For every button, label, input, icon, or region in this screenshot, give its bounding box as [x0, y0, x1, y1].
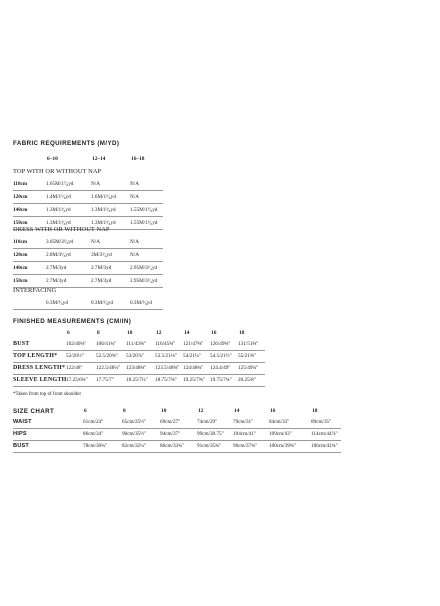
fabric-group-title: TOP WITH OR WITHOUT NAP — [13, 168, 102, 175]
finished-measure-cell: 18.25/7¼" — [126, 377, 148, 383]
row-divider — [13, 190, 163, 191]
fabric-width-label: 150cm — [13, 220, 28, 226]
finished-measure-cell: 106/41¾" — [96, 341, 117, 347]
size-chart-cell: 86cm/34" — [83, 431, 104, 437]
size-chart-cell: 94cm/37" — [160, 431, 181, 437]
finished-measure-cell: 52/20½" — [66, 353, 84, 359]
fabric-amount-cell: 1.3M/1³⁄₈yd — [91, 207, 116, 213]
fabric-width-label: 150cm — [13, 278, 28, 284]
row-divider — [13, 216, 163, 217]
finished-size-header: 8 — [97, 330, 100, 336]
size-chart-cell: 79cm/31" — [233, 419, 254, 425]
finished-measurements-title: FINISHED MEASUREMENTS (CM/IN) — [13, 318, 132, 325]
size-chart-size-header: 8 — [123, 408, 126, 414]
size-chart-cell: 90cm/35½" — [122, 431, 147, 437]
fabric-amount-cell: 2.7M/3yd — [91, 265, 112, 271]
size-chart-measure-label: HIPS — [13, 431, 27, 437]
row-divider — [13, 274, 163, 275]
finished-measure-cell: 54/21¼" — [183, 353, 201, 359]
fabric-amount-cell: 0.3M/³⁄₈yd — [46, 300, 68, 306]
finished-measure-cell: 17.25/6¾" — [66, 377, 88, 383]
fabric-amount-cell: 3M/3¹⁄₄yd — [91, 252, 112, 258]
fabric-amount-cell: 0.3M/³⁄₈yd — [130, 300, 152, 306]
finished-measure-cell: 125/49¼" — [238, 365, 259, 371]
fabric-width-label: 120cm — [13, 252, 28, 258]
finished-measure-cell: 19.75/7¾" — [210, 377, 232, 383]
fabric-requirements-title: FABRIC REQUIREMENTS (M/YD) — [13, 140, 120, 147]
row-divider — [13, 248, 163, 249]
size-chart-cell: 78cm/30¾" — [83, 443, 108, 449]
fabric-amount-cell: N/A — [91, 181, 100, 187]
size-chart-cell: 96cm/37¾" — [233, 443, 258, 449]
fabric-col-header: 12–14 — [92, 156, 106, 162]
row-divider — [13, 428, 341, 429]
size-chart-cell: 84cm/33" — [269, 419, 290, 425]
fabric-amount-cell: 1.3M/1³⁄₈yd — [46, 220, 71, 226]
size-chart-cell: 100cm/39⅜" — [269, 443, 296, 449]
fabric-amount-cell: N/A — [130, 194, 139, 200]
finished-measure-cell: 122.5/48¼" — [96, 365, 121, 371]
finished-size-header: 16 — [211, 330, 217, 336]
finished-measure-cell: 52.5/20⅝" — [96, 353, 118, 359]
finished-measure-label: TOP LENGTH* — [13, 353, 58, 359]
row-divider — [13, 440, 341, 441]
fabric-amount-cell: 1.3M/1³⁄₈yd — [91, 220, 116, 226]
size-chart-size-header: 18 — [312, 408, 318, 414]
size-chart-size-header: 6 — [84, 408, 87, 414]
finished-size-header: 6 — [67, 330, 70, 336]
size-chart-size-header: 16 — [270, 408, 276, 414]
row-divider — [13, 309, 163, 310]
fabric-amount-cell: 2.95M/3¹⁄₄yd — [130, 278, 158, 284]
fabric-width-label: 140cm — [13, 207, 28, 213]
finished-measure-cell: 53.5/21⅛" — [155, 353, 177, 359]
finished-measure-cell: 131/51⅝" — [238, 341, 259, 347]
fabric-group-title: INTERFACING — [13, 287, 57, 294]
size-chart-cell: 69cm/27" — [160, 419, 181, 425]
finished-size-header: 14 — [184, 330, 190, 336]
fabric-amount-cell: 2.7M/3yd — [46, 265, 67, 271]
finished-measure-cell: 20.25/8" — [238, 377, 256, 383]
size-chart-cell: 65cm/25½" — [122, 419, 147, 425]
row-divider — [13, 386, 265, 387]
size-chart-cell: 109cm/43" — [269, 431, 292, 437]
size-chart-title: SIZE CHART — [13, 408, 55, 415]
fabric-col-header: 6–10 — [47, 156, 58, 162]
fabric-amount-cell: 2.7M/3yd — [91, 278, 112, 284]
finished-measure-cell: 123.5/48⅝" — [155, 365, 180, 371]
size-chart-size-header: 10 — [161, 408, 167, 414]
size-chart-measure-label: WAIST — [13, 419, 32, 425]
size-chart-cell: 61cm/24" — [83, 419, 104, 425]
finished-measure-cell: 126/49⅝" — [210, 341, 231, 347]
finished-size-header: 10 — [127, 330, 133, 336]
fabric-width-label: 120cm — [13, 194, 28, 200]
row-divider — [13, 203, 163, 204]
finished-measurements-note: *Taken from top of front shoulder — [13, 392, 82, 397]
finished-size-header: 12 — [156, 330, 162, 336]
size-chart-cell: 89cm/35" — [311, 419, 332, 425]
size-chart-size-header: 12 — [198, 408, 204, 414]
finished-measure-cell: 122/48" — [66, 365, 83, 371]
size-chart-cell: 114cm/44⅞" — [311, 431, 338, 437]
finished-measure-cell: 53/20⅞" — [126, 353, 144, 359]
size-chart-cell: 74cm/29" — [197, 419, 218, 425]
size-chart-cell: 99cm/38.75" — [197, 431, 224, 437]
fabric-amount-cell: N/A — [130, 252, 139, 258]
fabric-width-label: 110cm — [13, 239, 28, 245]
finished-measure-label: SLEEVE LENGTH — [13, 377, 67, 383]
finished-measure-cell: 121/47⅝" — [183, 341, 204, 347]
finished-measure-cell: 123/48⅜" — [126, 365, 147, 371]
fabric-amount-cell: 1.55M/1⁵⁄₈yd — [130, 220, 158, 226]
fabric-width-label: 140cm — [13, 265, 28, 271]
finished-measure-cell: 124.4/49" — [210, 365, 231, 371]
fabric-group-title: DRESS WITH OR WITHOUT NAP — [13, 226, 110, 233]
row-divider — [13, 452, 341, 453]
fabric-amount-cell: 1.55M/1⁵⁄₈yd — [130, 207, 158, 213]
finished-measure-cell: 124/48¾" — [183, 365, 204, 371]
size-chart-cell: 104cm/41" — [233, 431, 256, 437]
fabric-amount-cell: 2.7M/3yd — [46, 278, 67, 284]
fabric-amount-cell: N/A — [130, 181, 139, 187]
fabric-col-header: 16–18 — [131, 156, 145, 162]
finished-measure-cell: 116/45⅝" — [155, 341, 176, 347]
fabric-width-label: 110cm — [13, 181, 28, 187]
size-chart-cell: 91cm/35¾" — [197, 443, 222, 449]
size-chart-cell: 86cm/33¾" — [160, 443, 185, 449]
finished-measure-cell: 19.25/7⅝" — [183, 377, 205, 383]
finished-measure-cell: 55/21⅝" — [238, 353, 256, 359]
row-divider — [13, 374, 265, 375]
finished-measure-label: DRESS LENGTH* — [13, 365, 66, 371]
fabric-amount-cell: 2.8M/3¹⁄₈yd — [46, 252, 71, 258]
fabric-amount-cell: 3.05M/3³⁄₈yd — [46, 239, 74, 245]
size-chart-measure-label: BUST — [13, 443, 30, 449]
size-chart-size-header: 14 — [234, 408, 240, 414]
fabric-amount-cell: 1.4M/1⁵⁄₈yd — [46, 194, 71, 200]
finished-measure-cell: 54.5/21½" — [210, 353, 232, 359]
row-divider — [13, 362, 265, 363]
finished-size-header: 18 — [239, 330, 245, 336]
finished-measure-cell: 102/40⅛" — [66, 341, 87, 347]
finished-measure-cell: 18.75/7⅜" — [155, 377, 177, 383]
fabric-amount-cell: N/A — [130, 239, 139, 245]
finished-measure-label: BUST — [13, 341, 30, 347]
fabric-amount-cell: N/A — [91, 239, 100, 245]
row-divider — [13, 261, 163, 262]
fabric-amount-cell: 1.3M/1³⁄₈yd — [46, 207, 71, 213]
row-divider — [13, 350, 265, 351]
fabric-amount-cell: 2.95M/3¹⁄₄yd — [130, 265, 158, 271]
fabric-amount-cell: 1.6M/1⁵⁄₈yd — [91, 194, 116, 200]
fabric-amount-cell: 1.65M/1⁷⁄₈yd — [46, 181, 74, 187]
size-chart-cell: 106cm/41¾" — [311, 443, 338, 449]
finished-measure-cell: 17.75/7" — [96, 377, 114, 383]
finished-measure-cell: 111/43⅝" — [126, 341, 147, 347]
fabric-amount-cell: 0.3M/³⁄₈yd — [91, 300, 113, 306]
size-chart-cell: 82cm/32¼" — [122, 443, 147, 449]
